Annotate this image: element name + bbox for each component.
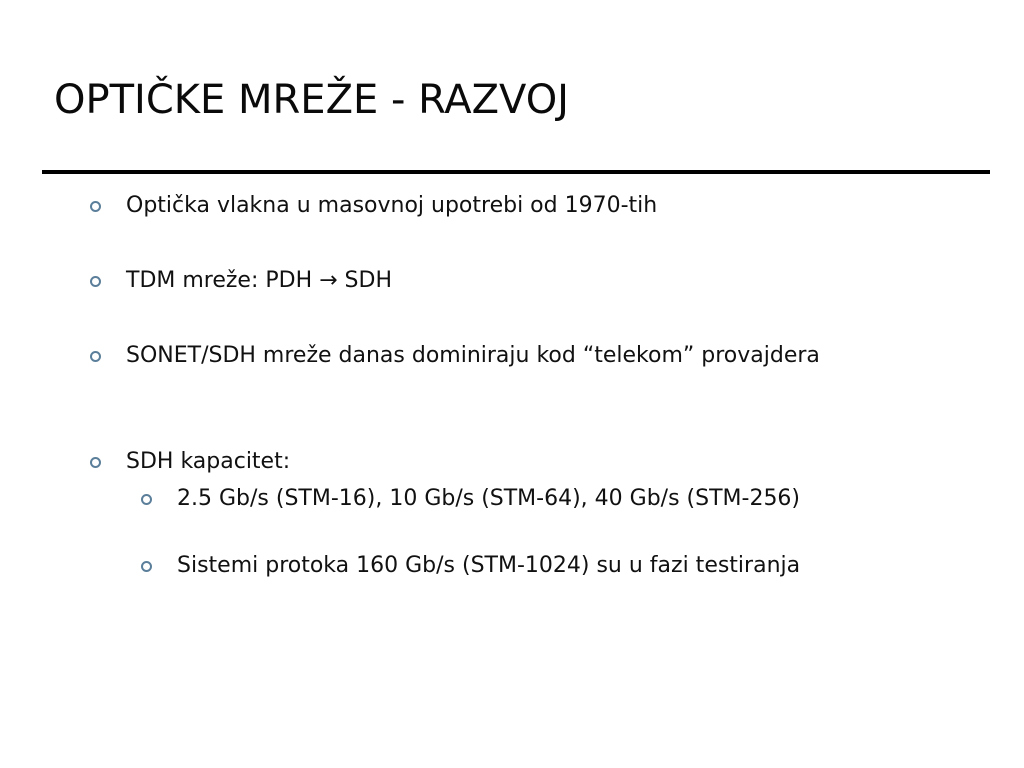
sub-bullet-item bbox=[177, 551, 987, 581]
bullet-ring-icon bbox=[90, 457, 101, 468]
bullet-item bbox=[126, 266, 986, 296]
bullet-text: TDM mreže: PDH → SDH bbox=[126, 268, 392, 293]
bullet-item bbox=[126, 341, 886, 371]
slide-title: OPTIČKE MREŽE - RAZVOJ bbox=[54, 77, 569, 123]
bullet-text: SONET/SDH mreže danas dominiraju kod “telekom” provajdera bbox=[126, 343, 820, 368]
bullet-ring-icon bbox=[90, 351, 101, 362]
bullet-ring-icon bbox=[141, 494, 152, 505]
bullet-item bbox=[126, 191, 986, 221]
sub-bullet-text: 2.5 Gb/s (STM-16), 10 Gb/s (STM-64), 40 Gb/s (STM-256) bbox=[177, 486, 801, 511]
bullet-ring-icon bbox=[90, 201, 101, 212]
bullet-text: Optička vlakna u masovnoj upotrebi od 1970-tih bbox=[126, 193, 658, 218]
sub-bullet-text: Sistemi protoka 160 Gb/s (STM-1024) su u fazi testiranja bbox=[177, 553, 801, 578]
bullet-text: SDH kapacitet: bbox=[126, 449, 291, 474]
sub-bullet-item bbox=[177, 484, 937, 514]
bullet-ring-icon bbox=[90, 276, 101, 287]
title-divider bbox=[42, 170, 990, 174]
bullet-item bbox=[126, 447, 986, 477]
bullet-ring-icon bbox=[141, 561, 152, 572]
